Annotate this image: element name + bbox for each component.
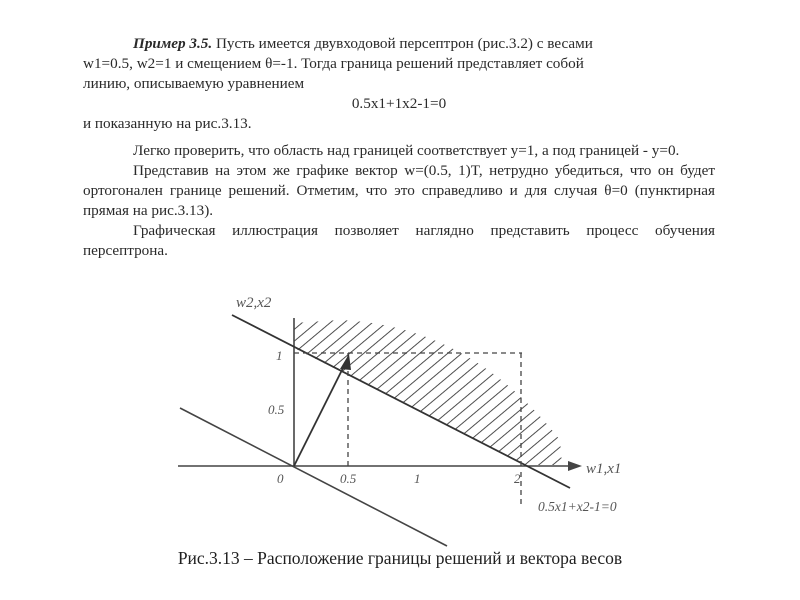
figure-caption: Рис.3.13 – Расположение границы решений и вектора весов — [177, 548, 623, 568]
hatched-region — [294, 320, 562, 465]
x-axis-label: w1,x1 — [586, 461, 622, 477]
example-heading: Пример 3.5. — [133, 35, 213, 52]
y-axis-label: w2,x2 — [236, 295, 272, 311]
x-tick-05: 0.5 — [340, 471, 357, 486]
y-tick-1: 1 — [276, 348, 283, 363]
weight-vector — [294, 362, 346, 466]
paragraph-vector: Представив на этом же графике вектор w=(0.5, 1)T, нетрудно убедиться, что он будет ортогонален границе решений. Отметим, что это справедливо и для случая θ=0 (пунктирная прямая на рис.3.13). — [83, 162, 715, 219]
equation: 0.5x1+1x2-1=0 — [351, 95, 447, 112]
paragraph-illustration: Графическая иллюстрация позволяет наглядно представить процесс обучения персептрона. — [83, 222, 715, 259]
x-tick-0: 0 — [277, 471, 284, 486]
x-tick-1: 1 — [414, 471, 421, 486]
x-axis-arrow — [568, 461, 582, 471]
y-tick-05: 0.5 — [268, 402, 285, 417]
example-line-2: w1=0.5, w2=1 и смещением θ=-1. Тогда граница решений представляет собой — [83, 55, 584, 72]
example-line-3: линию, описываемую уравнением — [83, 75, 305, 92]
equation-followup: и показанную на рис.3.13. — [83, 115, 252, 132]
x-tick-2: 2 — [514, 471, 521, 486]
paragraph-region: Легко проверить, что область над границей соответствует y=1, а под границей - y=0. — [133, 142, 680, 159]
example-line-1: Пусть имеется двувходовой персептрон (рис.3.2) с весами — [212, 35, 593, 52]
boundary-equation-label: 0.5x1+x2-1=0 — [538, 499, 617, 514]
